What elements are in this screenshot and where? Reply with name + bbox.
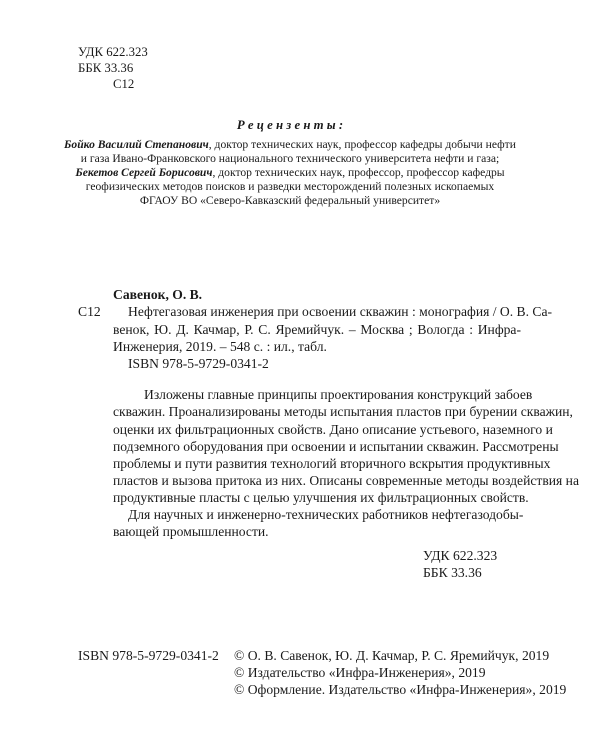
reviewer-2-line-3: ФГАОУ ВО «Северо-Кавказский федеральный университет» [139, 194, 441, 207]
annotation-line-5: проблемы и пути развития технологий вторичного вскрытия продуктивных [113, 456, 551, 471]
author-sign: С12 [113, 77, 135, 91]
reviewer-1-line-2: и газа Ивано-Франковского национального технического университета нефти и газа; [80, 152, 500, 165]
annotation-line-9: вающей промышленности. [113, 524, 269, 539]
reviewer-2-line-2: геофизических методов поисков и разведки месторождений полезных ископаемых [85, 180, 495, 193]
catalog-line-3: Инженерия, 2019. – 548 с. : ил., табл. [113, 339, 327, 354]
reviewer-1-name: Бойко Василий Степанович [64, 138, 209, 151]
copyright-publisher: © Издательство «Инфра-Инженерия», 2019 [234, 665, 486, 680]
annotation-line-4: подземного оборудования при освоении и испытании скважин. Рассмотрены [113, 439, 559, 454]
catalog-sign: С12 [78, 304, 101, 319]
copyright-design: © Оформление. Издательство «Инфра-Инженерия», 2019 [234, 682, 567, 697]
annotation-line-8: Для научных и инженерно-технических работников нефтегазодобы- [128, 507, 524, 522]
annotation-line-2: скважин. Проанализированы методы испытания пластов при бурении скважин, [113, 404, 573, 419]
copyright-authors: © О. В. Савенок, Ю. Д. Качмар, Р. С. Яремийчук, 2019 [234, 648, 550, 663]
catalog-author: Савенок, О. В. [113, 287, 203, 302]
reviewers-heading: Р е ц е н з е н т ы : [236, 118, 344, 132]
catalog-line-1: Нефтегазовая инженерия при освоении скважин : монография / О. В. Са- [128, 304, 553, 319]
bbk-code: ББК 33.36 [78, 61, 134, 75]
annotation-line-6: пластов и вызова притока из них. Описаны современные методы воздействия на [113, 473, 579, 488]
annotation-line-7: продуктивные пласты с целью улучшения их фильтрационных свойств. [113, 490, 529, 505]
annotation-line-1: Изложены главные принципы проектирования конструкций забоев [144, 387, 533, 402]
reviewer-2-name: Бекетов Сергей Борисович [75, 166, 213, 179]
annotation-udk: УДК 622.323 [423, 548, 498, 563]
reviewer-2-line-1: Бекетов Сергей Борисович, доктор технических наук, профессор, профессор кафедры [75, 166, 505, 179]
catalog-line-2: венок, Ю. Д. Качмар, Р. С. Яремийчук. – Москва ; Вологда : Инфра- [113, 322, 521, 337]
footer-isbn: ISBN 978-5-9729-0341-2 [78, 648, 219, 663]
reviewer-1-line-1: Бойко Василий Степанович, доктор технических наук, профессор кафедры добычи нефти [64, 138, 516, 151]
annotation-line-3: оценки их фильтрационных свойств. Дано описание устьевого, наземного и [113, 422, 553, 437]
catalog-isbn: ISBN 978-5-9729-0341-2 [128, 356, 269, 371]
udk-code: УДК 622.323 [78, 45, 148, 59]
annotation-bbk: ББК 33.36 [423, 565, 482, 580]
